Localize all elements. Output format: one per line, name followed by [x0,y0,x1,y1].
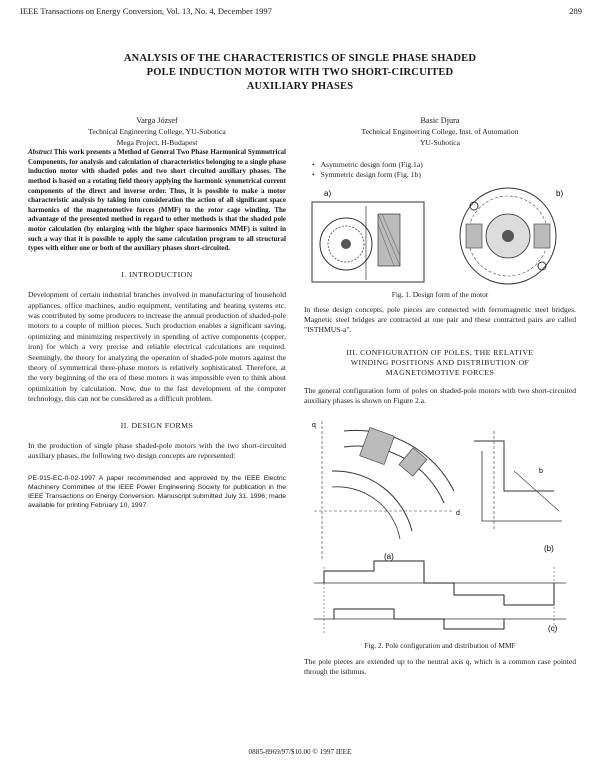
figure-2c-mmf-distribution [314,561,566,635]
section-heading-configuration [304,348,576,378]
configuration-paragraph: The general configuration form of poles on shaded-pole motors with two short-circuited auxiliary phases is shown on Figure 2.a. [304,385,576,406]
introduction-paragraph: Development of certain industrial branches involved in manufacturing of household appliances, office machines, audio equipment, ventilating and heating systems etc. was contributed by some producers to increase the annual production of shaded-pole motors to a couple of million pieces. Such production enables a significant saving, optimizing and minimizing respectively in spending of active components (copper, iron) for which a very precise and reliable electrical calculations are required. Seemingly, the theory for analyzing the operation of shaded-pole motors against the theory of symmetrical three-phase motors is relatively sophisticated. Therefore, at the very beginning of the era of these motors it was impossible even to think about optimization by calculation. Now, due to the fast development of the computer technology, this can not be considered as a difficult problem. [28,290,286,404]
page-number: 289 [569,6,582,16]
abstract-lead: Abstract [28,148,53,157]
figure-2a-label: (a) [384,551,394,561]
copyright-footer: 0885-8969/97/$10.00 © 1997 IEEE [248,748,352,756]
author-affiliation: Technical Engineering College, YU-Subotica [88,127,226,137]
heading-line: III. CONFIGURATION OF POLES, THE RELATIVE [346,347,534,357]
figure-2b-label: (b) [544,543,554,553]
author-affiliation: Mega Project, H-Budapest [116,137,198,147]
author-block-1 [28,116,286,148]
right-column [304,116,576,678]
paper-title [50,52,550,94]
axis-label-b: b [539,467,543,475]
design-forms-paragraph: In the production of single phase shaded-pole motors with the two short-circuited auxiliary phases, the following two design concepts are represented: [28,441,286,461]
list-item: • Asymmetric design form (Fig.1a) [312,160,576,170]
author-name: Varga József [136,116,178,125]
figure-1b-label: b) [556,189,564,199]
author-affiliation: Technical Engineering College, Inst. of Automation [361,127,519,137]
journal-citation: IEEE Transactions on Energy Conversion, Vol. 13, No. 4, December 1997 [20,6,272,16]
figure-2b-pole-detail [474,431,562,553]
section-heading-design-forms: II. DESIGN FORMS [120,420,194,430]
author-affiliation: YU-Subotica [419,137,461,147]
after-figure-2-paragraph: The pole pieces are extended up to the neutral axis q, which is a common case pointed through the isthmus. [304,657,576,677]
figure-1-design-forms [304,184,576,288]
heading-line: WINDING POSITIONS AND DISTRIBUTION OF [350,357,530,367]
figure-1-paragraph: In these design concepts, pole pieces are connected with ferromagnetic steel bridges. Magnetic steel bridges are contracted at one pair and these contracted pairs are called "ISTHMUS-a". [304,304,576,335]
figure-2c-label: (c) [548,623,558,633]
figure-2a-pole-layout [312,421,460,561]
abstract-text: This work presents a Method of General Two Phase Harmonical Symmetrical Components, for analysis and calculation of characteristics belonging to a single phase induction motor with shaded poles and two short circuited auxiliary phases. The method is based on a rotating field theory applying the harmonic symmetrical current components of the direct and inverse order. Thus, it is possible to make a motor characteristic analysis by taking into consideration the action of all significant space harmonics of the magnetomotive forces (MMF) to the rotor cage winding. The advantage of the presented method in regard to other methods is that the shaded pole motor calculation (by enlarging with the higher space harmonics MMF) is suited in such a way that it is possible to apply the same calculation program to all structural types with either one or both of the auxiliary phases short-circuited. [28,148,286,253]
footnote: PE-915-EC-0-02-1997 A paper recommended and approved by the IEEE Electric Machinery Committee of the IEEE Power Engineering Society for publication in the IEEE Transactions on Energy Conversion. Manuscript submitted July 31, 1996; made available for printing February 10, 1997. [28,474,286,510]
figure-1a-asymmetric-motor [312,189,424,282]
figure-1-caption: Fig. 1. Design form of the motor [391,290,489,300]
axis-label-d: d [456,509,460,517]
left-column [28,116,286,511]
abstract [28,148,286,254]
section-heading-introduction: I. INTRODUCTION [121,269,193,279]
running-header [20,6,582,16]
title-line-2: POLE INDUCTION MOTOR WITH TWO SHORT-CIRCUITED [146,67,454,78]
heading-line: MAGNETOMOTIVE FORCES [385,367,495,377]
axis-label-q: q [312,421,316,429]
author-name: Basic Djura [420,116,460,125]
design-form-list [304,160,576,180]
title-line-1: ANALYSIS OF THE CHARACTERISTICS OF SINGLE PHASE SHADED [123,53,477,64]
list-item: • Symmetric design form (Fig. 1b) [312,170,576,180]
figure-1a-label: a) [324,189,332,199]
figure-2-pole-configuration [304,411,576,639]
title-line-3: AUXILIARY PHASES [246,81,354,92]
author-block-2 [304,116,576,148]
figure-2-caption: Fig. 2. Pole configuration and distribution of MMF [364,640,516,650]
figure-1b-symmetric-motor [460,188,563,284]
